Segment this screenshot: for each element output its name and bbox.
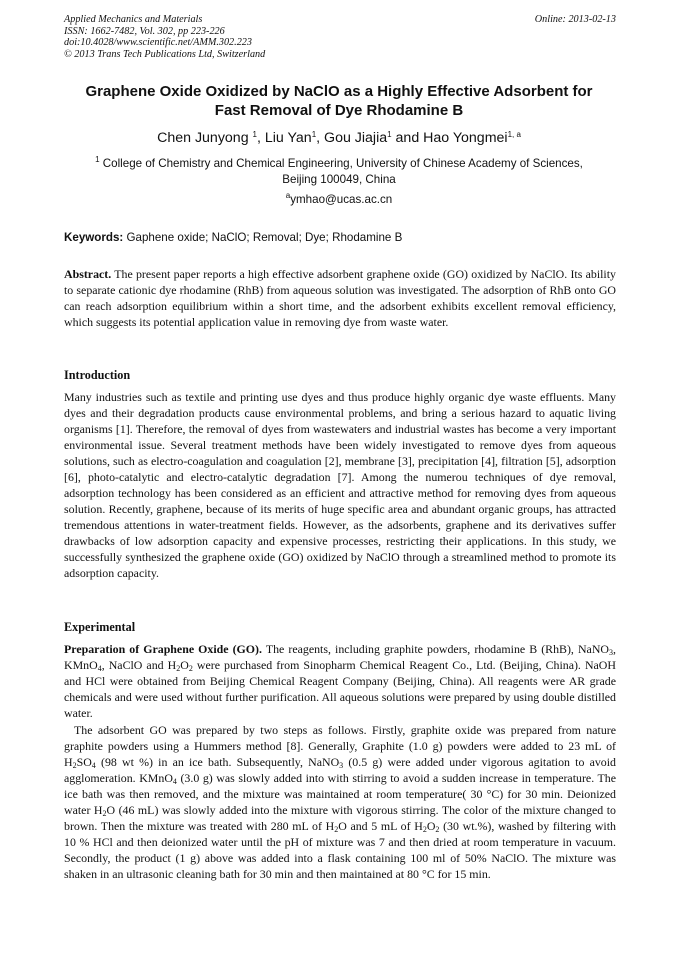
- author-3: , Gou Jiajia: [316, 130, 388, 146]
- author-email: [60, 192, 618, 208]
- author-4: and Hao Yongmei: [391, 130, 508, 146]
- author-3-affil: 1: [387, 130, 392, 139]
- text-run: (3.0 g) was slowly added into with stirring to avoid a sudden increase in temperature. The ice bath was then removed, and the mixture was maintained at room temperature( 30 °C) for 30 min. Deionized water H: [64, 771, 616, 817]
- author-2: , Liu Yan: [257, 130, 312, 146]
- subscript: 2: [422, 825, 427, 834]
- subscript: 2: [102, 809, 107, 818]
- text-run: , KMnO: [64, 642, 616, 672]
- online-date: Online: 2013-02-13: [534, 14, 616, 25]
- keywords-text: Gaphene oxide; NaClO; Removal; Dye; Rhodamine B: [123, 231, 403, 244]
- keywords-label: Keywords:: [64, 231, 124, 244]
- title-line-1: Graphene Oxide Oxidized by NaClO as a Highly Effective Adsorbent for: [85, 83, 593, 100]
- text-run: SO: [76, 755, 92, 769]
- abstract: [64, 266, 616, 330]
- text-run: , NaClO and H: [101, 658, 177, 672]
- text-run: (30 wt.%), washed by filtering with 10 % HCl and then deionized water until the pH of mixture was 7 and then dried at room temperature in vacuum. Secondly, the product (1 g) above was added into a flask containing 100 ml of 50% NaClO. The mixture was shaken in an ultrasonic cleaning bath for 30 min and then maintained at 80 °C for 15 min.: [64, 819, 616, 881]
- experimental-paragraph-2: [64, 722, 616, 882]
- journal-header: [64, 14, 616, 60]
- journal-issn: ISSN: 1662-7482, Vol. 302, pp 223-226: [64, 25, 225, 37]
- text-run: O (46 mL) was slowly added into the mixture with vigorous stirring. The color of the mixture changed to brown. Then the mixture was treated with 280 mL of H: [64, 803, 616, 833]
- text-run: (98 wt %) in an ice bath. Subsequently, NaNO: [95, 755, 340, 769]
- author-1-affil: 1: [252, 130, 257, 139]
- affiliation-line-2: Beijing 100049, China: [282, 173, 396, 186]
- text-run: The adsorbent GO was prepared by two steps as follows. Firstly, graphite oxide was prepared from nature graphite powders using a Hummers method [8]. Generally, Graphite (1.0 g) powders were added to 23 mL of H: [64, 723, 616, 769]
- keywords: [64, 230, 616, 245]
- section-heading-experimental: Experimental: [64, 620, 136, 634]
- subscript: 2: [188, 664, 193, 673]
- text-run: The reagents, including graphite powders, rhodamine B (RhB), NaNO: [261, 642, 610, 656]
- paper-title: [40, 82, 638, 120]
- email-marker: a: [285, 191, 291, 200]
- subscript: 4: [91, 761, 96, 770]
- author-1: Chen Junyong: [157, 130, 253, 146]
- section-heading-introduction: Introduction: [64, 368, 131, 382]
- author-2-affil: 1: [311, 130, 317, 139]
- abstract-label: Abstract.: [64, 267, 112, 281]
- subscript: 2: [72, 761, 77, 770]
- subscript: 3: [339, 761, 344, 770]
- author-list: [40, 129, 638, 147]
- affiliation-marker: 1: [95, 155, 100, 164]
- introduction-text: Many industries such as textile and printing use dyes and thus produce highly organic dye waste effluents. Many dyes and their degradation products cause environmental problems, and bring a serious hazard to aquatic living organisms [1]. Therefore, the removal of dyes from wastewaters and industrial wastes has become a very important environmental issue. Several treatment methods have been widely investigated to remove dyes from aqueous solutions, such as electro-coagulation and coagulation [2], membrane [3], precipitation [4], filtration [5], adsorption [6], photo-catalytic and electro-catalytic degradation [7]. Among the numerou techniques of dye removal, adsorption technology has been considered as an efficient and attractive method for removing dyes from aqueous solution. Recently, graphene, because of its merits of huge specific area and abundant organic groups, has attracted tremendous attentions in water-treatment fields. However, as the adsorbents, graphene and its derivatives suffer drawbacks of low adsorption capacity and expensive processes, restricting their applications. In this study, we successfully synthesized the graphene oxide (GO) oxidized by NaClO through a streamlined method to promote its adsorption capacity.: [64, 390, 616, 580]
- text-run: O and 5 mL of H: [338, 819, 423, 833]
- title-line-2: Fast Removal of Dye Rhodamine B: [214, 102, 464, 119]
- text-run: O: [180, 658, 189, 672]
- subscript: 3: [609, 648, 614, 657]
- text-run: O: [426, 819, 436, 833]
- journal-doi: doi:10.4028/www.scientific.net/AMM.302.223: [64, 37, 252, 49]
- subscript: 2: [176, 664, 181, 673]
- journal-name: Applied Mechanics and Materials: [64, 14, 203, 25]
- subscript: 2: [334, 825, 339, 834]
- journal-copyright: © 2013 Trans Tech Publications Ltd, Switzerland: [64, 48, 266, 60]
- affiliation: [60, 156, 618, 188]
- subscript: 4: [97, 664, 102, 673]
- text-run: (0.5 g) were added under vigorous agitation to avoid agglomeration. KMnO: [64, 755, 616, 785]
- experimental-paragraph-1: [64, 641, 616, 721]
- abstract-text: The present paper reports a high effective adsorbent graphene oxide (GO) oxidized by NaClO. Its ability to separate cationic dye rhodamine (RhB) from aqueous solution was investigated. The adsorption of RhB onto GO can reach adsorption equilibrium within a short time, and the adsorbent exhibits excellent removal efficiency, which suggests its potential application value in removing dye from waste water.: [64, 267, 616, 329]
- subscript: 2: [435, 825, 440, 834]
- text-run: were purchased from Sinopharm Chemical Reagent Co., Ltd. (Beijing, China). NaOH and HCl were obtained from Beijing Chemical Reagent Company (Beijing, China). All reagents were AR grade chemicals and were used without further purification. All aqueous solutions were prepared by using double distilled water.: [64, 658, 616, 720]
- subscript: 4: [172, 777, 177, 786]
- subsection-label: Preparation of Graphene Oxide (GO).: [64, 642, 262, 656]
- email-address: ymhao@ucas.ac.cn: [290, 193, 393, 206]
- author-4-affil: 1, a: [507, 130, 521, 139]
- affiliation-line-1: College of Chemistry and Chemical Engineering, University of Chinese Academy of Sciences,: [99, 157, 583, 170]
